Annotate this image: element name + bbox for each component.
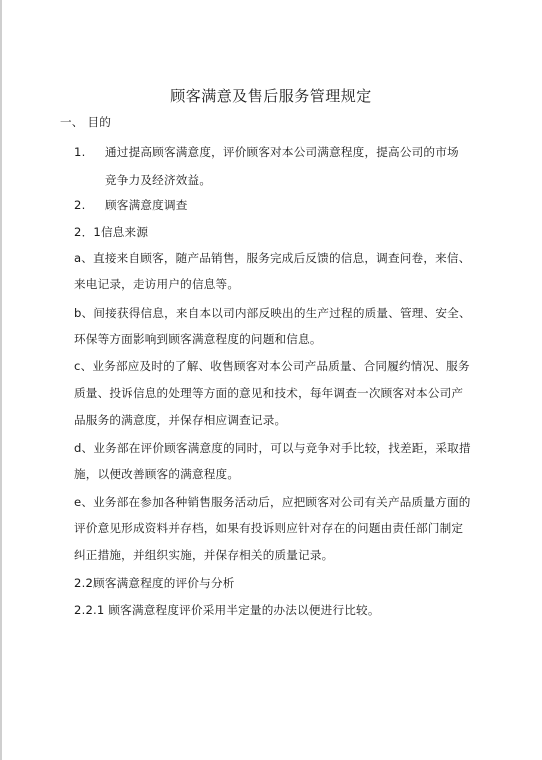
paragraph-b-line-1: b、间接获得信息，来自本以司内部反映出的生产过程的质量、管理、安全、 xyxy=(74,306,471,320)
subsection-2-1-heading: 2．1信息来源 xyxy=(74,225,149,239)
item-1-text-line-1: 通过提高顾客满意度，评价顾客对本公司满意程度，提高公司的市场 xyxy=(105,145,459,159)
paragraph-a-line-2: 来电记录，走访用户的信息等。 xyxy=(74,277,240,291)
paragraph-c-line-3: 品服务的满意度，并保存相应调查记录。 xyxy=(74,413,287,427)
section-heading-purpose: 一、 目的 xyxy=(60,115,112,129)
paragraph-e-line-2: 评价意见形成资料并存档，如果有投诉则应针对存在的问题由责任部门制定 xyxy=(74,521,464,535)
paragraph-d-line-2: 施，以便改善顾客的满意程度。 xyxy=(74,467,240,481)
paragraph-b-line-2: 环保等方面影响到顾客满意程度的问题和信息。 xyxy=(74,332,322,346)
subsection-2-2-1-text: 2.2.1 顾客满意程度评价采用半定量的办法以便进行比较。 xyxy=(74,603,380,617)
paragraph-a-line-1: a、直接来自顾客，随产品销售，服务完成后反馈的信息，调查问卷，来信、 xyxy=(74,251,471,265)
item-2-text: 顾客满意度调查 xyxy=(105,198,188,212)
paragraph-c-line-2: 质量、投诉信息的处理等方面的意见和技术，每年调查一次顾客对本公司产 xyxy=(74,386,464,400)
item-1-text-line-2: 竞争力及经济效益。 xyxy=(105,173,212,187)
item-1-number: 1. xyxy=(74,145,86,159)
paragraph-e-line-3: 纠正措施，并组织实施，并保存相关的质量记录。 xyxy=(74,548,334,562)
page-left-border xyxy=(0,0,2,760)
item-2-number: 2. xyxy=(74,198,86,212)
paragraph-e-line-1: e、业务部在参加各种销售服务活动后，应把顾客对公司有关产品质量方面的 xyxy=(74,495,471,509)
paragraph-c-line-1: c、业务部应及时的了解、收售顾客对本公司产品质量、合同履约情况、服务 xyxy=(74,359,470,373)
subsection-2-2-heading: 2.2顾客满意程度的评价与分析 xyxy=(74,576,235,590)
paragraph-d-line-1: d、业务部在评价顾客满意度的同时，可以与竞争对手比较，找差距，采取措 xyxy=(74,441,471,455)
document-title: 顾客满意及售后服务管理规定 xyxy=(170,87,372,105)
